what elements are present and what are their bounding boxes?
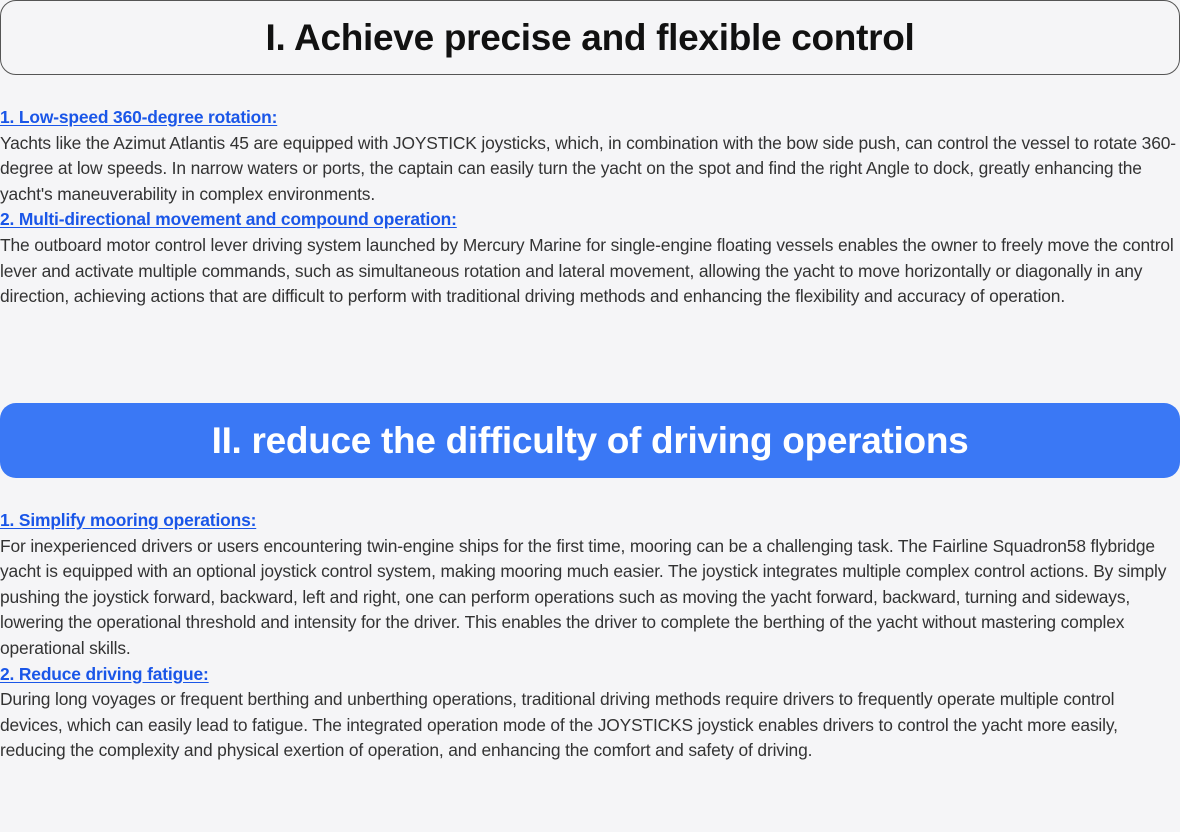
- section-precise-control: [0, 0, 1180, 310]
- section-title-precise-control: I. Achieve precise and flexible control: [0, 0, 1180, 75]
- section-body-precise-control: [0, 75, 1180, 310]
- list-item: [0, 508, 1180, 662]
- section-reduce-difficulty: [0, 403, 1180, 764]
- list-item: [0, 207, 1180, 309]
- item-heading-reduce-fatigue[interactable]: 2. Reduce driving fatigue:: [0, 663, 209, 684]
- list-item: [0, 662, 1180, 764]
- item-heading-simplify-mooring[interactable]: 1. Simplify mooring operations:: [0, 510, 257, 530]
- item-text-low-speed-rotation: Yachts like the Azimut Atlantis 45 are equipped with JOYSTICK joysticks, which, in combination with the bow side push, can control the vessel to rotate 360-degree at low speeds. In narrow waters or ports, the captain can easily turn the yacht on the spot and find the right Angle to dock, greatly enhancing the yacht's maneuverability in complex environments.: [0, 132, 1176, 204]
- item-heading-multi-directional[interactable]: 2. Multi-directional movement and compound operation:: [0, 209, 457, 230]
- item-text-simplify-mooring: For inexperienced drivers or users encountering twin-engine ships for the first time, mooring can be a challenging task. The Fairline Squadron58 flybridge yacht is equipped with an optional joystick control system, making mooring much easier. The joystick integrates multiple complex control actions. By simply pushing the joystick forward, backward, left and right, one can perform operations such as moving the yacht forward, backward, turning and sideways, lowering the operational threshold and intensity for the driver. This enables the driver to complete the berthing of the yacht without mastering complex operational skills.: [0, 535, 1167, 658]
- item-text-multi-directional: The outboard motor control lever driving system launched by Mercury Marine for single-engine floating vessels enables the owner to freely move the control lever and activate multiple commands, such as simultaneous rotation and lateral movement, allowing the yacht to move horizontally or diagonally in any direction, achieving actions that are difficult to perform with traditional driving methods and enhancing the flexibility and accuracy of operation.: [0, 234, 1174, 307]
- list-item: [0, 105, 1180, 207]
- item-heading-low-speed-rotation[interactable]: 1. Low-speed 360-degree rotation:: [0, 107, 278, 127]
- section-title-reduce-difficulty: II. reduce the difficulty of driving operations: [0, 403, 1180, 478]
- section-body-reduce-difficulty: [0, 478, 1180, 764]
- item-text-reduce-fatigue: During long voyages or frequent berthing and unberthing operations, traditional driving methods require drivers to frequently operate multiple control devices, which can easily lead to fatigue. The integrated operation mode of the JOYSTICKS joystick enables drivers to control the yacht more easily, reducing the complexity and physical exertion of operation, and enhancing the comfort and safety of driving.: [0, 689, 1118, 761]
